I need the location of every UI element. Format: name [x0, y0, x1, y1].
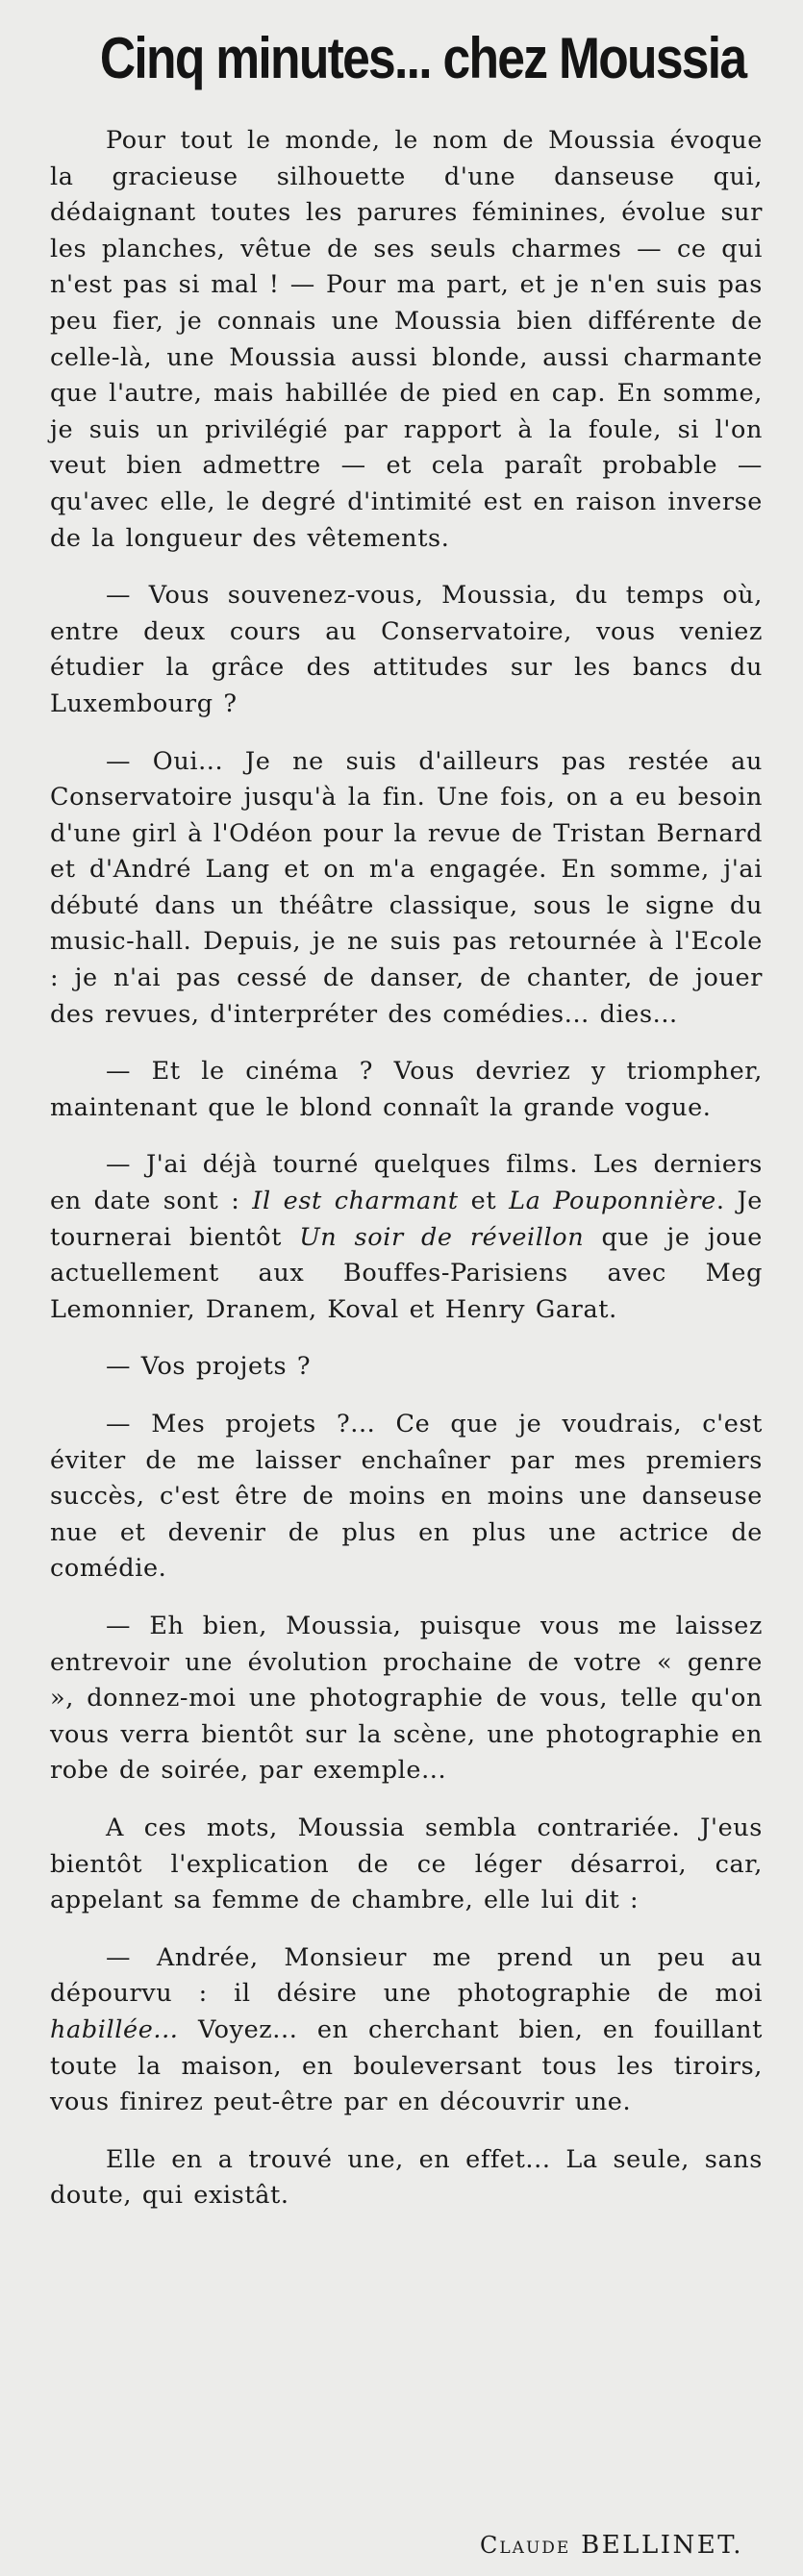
text-run: Elle en a trouvé une, en effet... La seule, sans doute, qui existât. — [50, 2144, 763, 2211]
text-run: — Et le cinéma ? Vous devriez y triompher, maintenant que le blond connaît la grande vogue. — [50, 1057, 763, 1122]
italic-title-run: Un soir de réveillon — [299, 1222, 585, 1252]
article-paragraph — [50, 1407, 763, 1588]
author-first-name: Claude — [480, 2532, 571, 2559]
article-title: Cinq minutes... chez Moussia — [99, 26, 746, 90]
italic-title-run: La Pouponnière — [509, 1187, 716, 1216]
article-paragraph — [50, 1349, 763, 1386]
text-run: — Mes projets ?... Ce que je voudrais, c'est éviter de me laisser enchaîner par mes premiers succès, c'est être de moins en moins une danseuse nue et devenir de plus en plus une actrice de comédie. — [50, 1410, 763, 1584]
article-paragraph — [50, 1940, 763, 2121]
text-run: et — [458, 1187, 510, 1216]
article-paragraph — [50, 578, 763, 722]
text-run: — Andrée, Monsieur me prend un peu au dépourvu : il désire une photographie de moi — [50, 1942, 763, 2009]
article-body — [50, 123, 763, 2214]
text-run: — J'ai déjà tourné quelques films. Les derniers en date sont : — [50, 1150, 763, 1216]
article-paragraph — [50, 1811, 763, 1919]
text-run: — Oui... Je ne suis d'ailleurs pas restée au Conservatoire jusqu'à la fin. Une fois, on a eu besoin d'une girl à l'Odéon pour la revue de Tristan Bernard et d'André Lang et on m'a engagée. En somme, j'ai débuté dans un théâtre classique, sous le signe du music-hall. Depuis, je ne suis pas retournée à l'Ecole : je n'ai pas cessé de danser, de chanter, de jouer des revues, d'interpréter des comédies... dies... — [50, 746, 763, 1029]
text-run: Voyez... en cherchant bien, en fouillant toute la maison, en bouleversant tous les tiroirs, vous finirez peut-être par en découvrir une. — [50, 2014, 763, 2117]
article-paragraph — [50, 1609, 763, 1789]
text-run: A ces mots, Moussia sembla contrariée. J'eus bientôt l'explication de ce léger désarroi, car, appelant sa femme de chambre, elle lui dit : — [50, 1813, 763, 1915]
text-run: — Eh bien, Moussia, puisque vous me laissez entrevoir une évolution prochaine de votre « genre », donnez-moi une photographie de vous, telle qu'on vous verra bientôt sur la scène, une photographie en robe de soirée, par exemple... — [50, 1611, 763, 1786]
italic-title-run: Il est charmant — [252, 1187, 459, 1216]
text-run: Pour tout le monde, le nom de Moussia évoque la gracieuse silhouette d'une danseuse qui, dédaignant toutes les parures féminines, évolue sur les planches, vêtue de ses seuls charmes — ce qui n'est pas si mal ! — Pour ma part, et je n'en suis pas peu fier, je connais une Moussia bien différente de celle-là, une Moussia aussi blonde, aussi charmante que l'autre, mais habillée de pied en cap. En somme, je suis un privilégié par rapport à la foule, si l'on veut bien admettre — et cela paraît probable — qu'avec elle, le degré d'intimité est en raison inverse de la longueur des vêtements. — [50, 126, 763, 553]
article-paragraph — [50, 1054, 763, 1126]
article-paragraph — [50, 123, 763, 557]
author-signature — [480, 2531, 743, 2560]
italic-title-run: habillée... — [50, 2014, 179, 2044]
text-run: — Vous souvenez-vous, Moussia, du temps où, entre deux cours au Conservatoire, vous veniez étudier la grâce des attitudes sur les bancs du Luxembourg ? — [50, 581, 763, 718]
article-paragraph — [50, 1147, 763, 1328]
text-run: que je joue actuellement aux Bouffes-Parisiens avec Meg Lemonnier, Dranem, Koval et Henry Garat. — [50, 1222, 763, 1324]
text-run: . Je tournerai bientôt — [50, 1187, 763, 1252]
article-paragraph — [50, 744, 763, 1034]
text-run: — Vos projets ? — [106, 1352, 312, 1382]
article-paragraph — [50, 2142, 763, 2214]
author-last-name: BELLINET. — [581, 2531, 743, 2560]
